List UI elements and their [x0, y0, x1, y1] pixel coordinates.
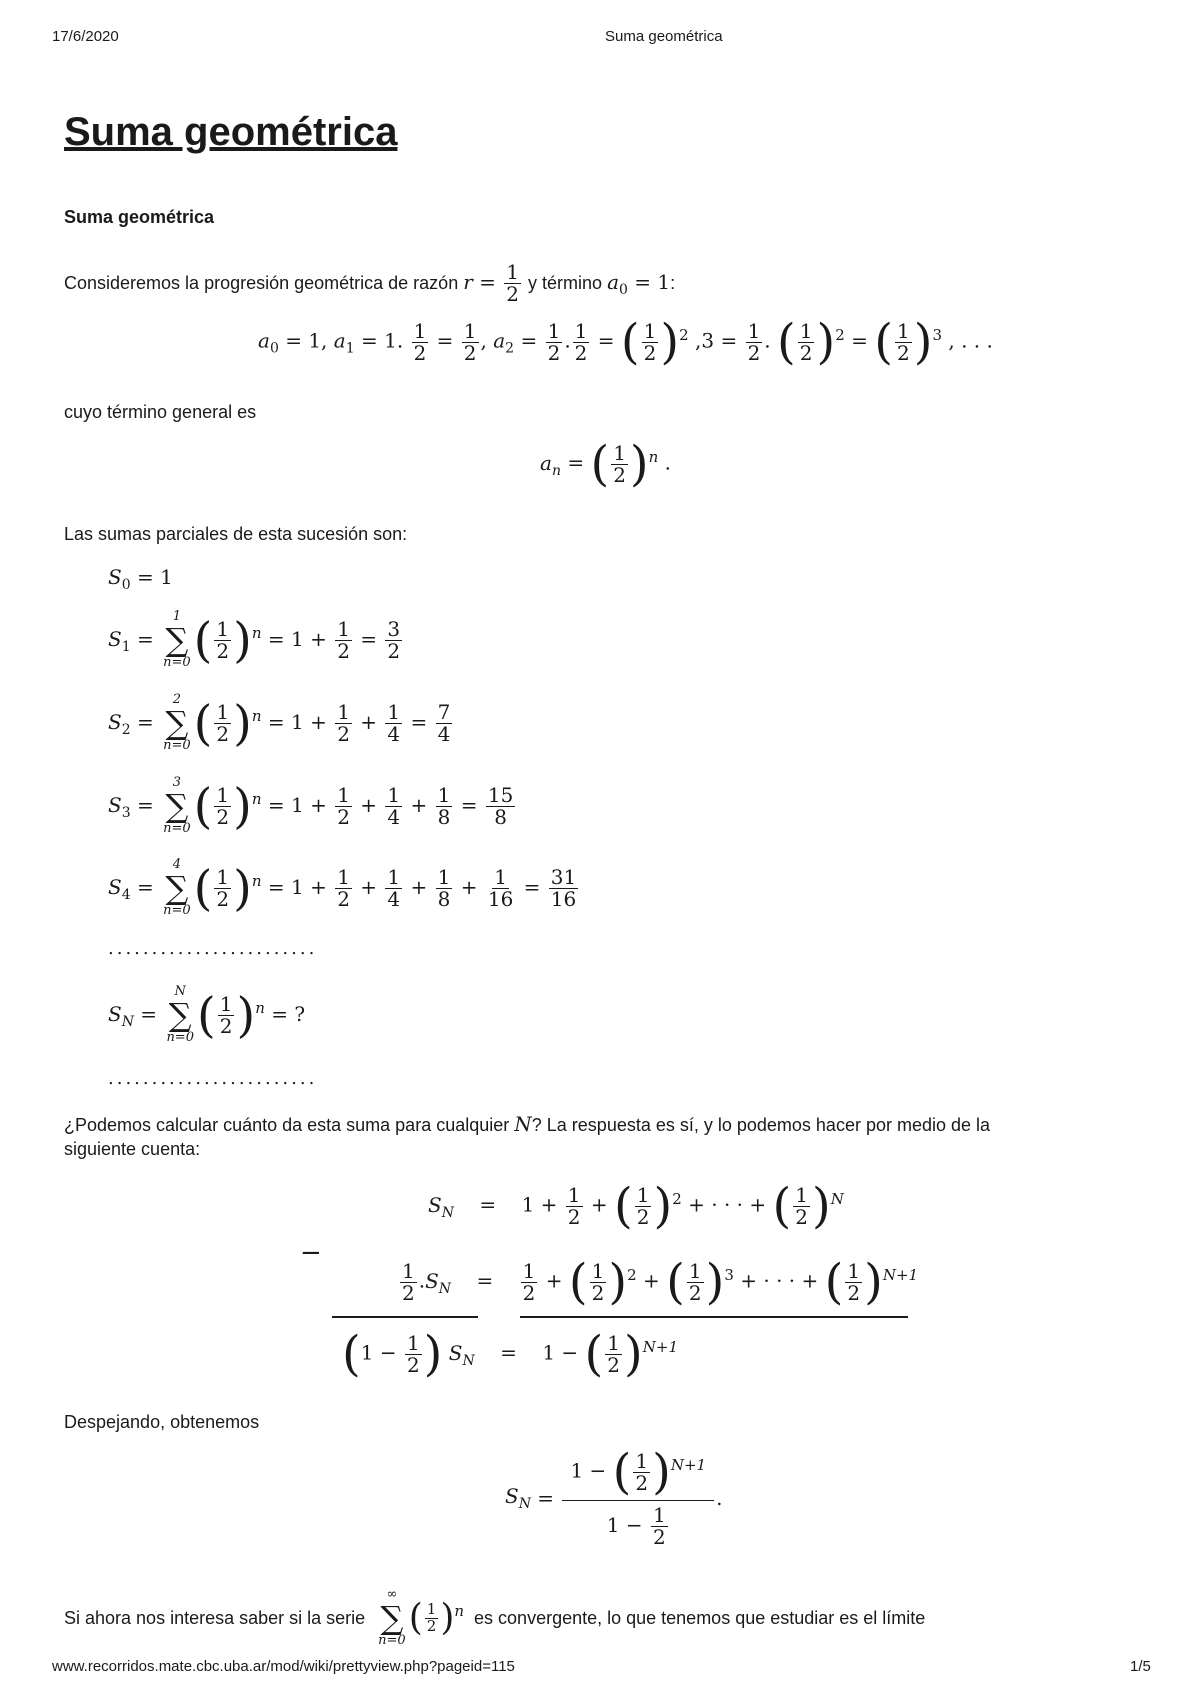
derivation-row-1: $S_N$ = 1 + $\frac{1}{2}$ + ( $\frac{1}{2}$ )$^2$ + · · · + ( $\frac{1}{2}$ )$^N$	[428, 1178, 844, 1234]
section-title: Suma geométrica	[64, 207, 215, 227]
derivation-rule-right	[520, 1316, 908, 1318]
paragraph-convergence	[64, 1588, 925, 1649]
paragraph-solving: Despejando, obtenemos	[64, 1412, 260, 1432]
paragraph-question	[64, 1112, 990, 1161]
intro-text-middle: y término	[528, 273, 603, 293]
derivation-result: (1 − $\frac{1}{2}$ ) $S_N$ = 1 − ( $\frac{1}{2}$ )$^{N+1}$	[342, 1326, 678, 1382]
closed-form-formula: $S_N$ = 1 − ( $\frac{1}{2}$ )$^{N+1}$ 1 − $\frac{1}{2}$ .	[505, 1444, 723, 1549]
question-text-line2: siguiente cuenta:	[64, 1139, 201, 1159]
ellipsis-row: ........................	[108, 1068, 318, 1089]
minus-sign: −	[300, 1238, 322, 1268]
partial-sum-s2: $S_2$ = 2 ∑ n=0 ( $\frac{1}{2}$ )$^n$ = 1 + $\frac{1}{2}$ + $\frac{1}{4}$ = $\frac{7}{4}$	[108, 692, 451, 754]
first-term-formula: $a_0 = 1$	[607, 270, 671, 298]
question-text-before: ¿Podemos calcular cuánto da esta suma para cualquier	[64, 1115, 510, 1135]
intro-text-before: Consideremos la progresión geométrica de razón	[64, 273, 459, 293]
partial-sum-s3: $S_3$ = 3 ∑ n=0 ( $\frac{1}{2}$ )$^n$ = 1 + $\frac{1}{2}$ + $\frac{1}{4}$ + $\frac{1}{8}$ = $\frac{15}{8}$	[108, 775, 514, 837]
header-title: Suma geométrica	[605, 28, 723, 45]
partial-sum-s0: $S_0 = 1$	[108, 565, 173, 593]
page-title: Suma geométrica	[64, 110, 398, 154]
header-date: 17/6/2020	[52, 28, 119, 45]
convergence-text-before: Si ahora nos interesa saber si la serie	[64, 1608, 366, 1629]
series-formula: ∞ ∑ n=0 ( $\frac{1}{2}$ )$^n$	[378, 1587, 465, 1649]
sequence-terms-formula: $a_0 = 1$, $a_1 = 1$. $\frac{1}{2}$ = $\frac{1}{2}$ , $a_2$ = $\frac{1}{2}$ . $\frac{1}{2}$ = ( $\frac{1}{2}$ )$^2$ ,3 = $\frac{1}{2}$ . ( $\frac{1}{2}$ )$^2$ = ( $\frac{1}{2}$ )$^3$ , . . .	[258, 314, 993, 370]
variable-n: N	[514, 1112, 532, 1136]
footer-page-number: 1/5	[1130, 1658, 1151, 1675]
ratio-formula: r = $\frac{1}{2}$	[463, 260, 520, 306]
derivation-row-2: $\frac{1}{2}$ $.S_N$ = $\frac{1}{2}$ + ( $\frac{1}{2}$ )$^2$ + ( $\frac{1}{2}$ )$^3$ + · · · + ( $\frac{1}{2}$ )$^{N+1}$	[402, 1254, 919, 1310]
paragraph-general-term: cuyo término general es	[64, 402, 257, 422]
paragraph-partial-sums: Las sumas parciales de esta sucesión son:	[64, 524, 408, 544]
derivation-rule-left	[332, 1316, 478, 1318]
paragraph-intro	[64, 262, 675, 305]
ellipsis-row: ........................	[108, 938, 318, 959]
general-term-formula: $a_n$ = ( $\frac{1}{2}$ )$^n$ .	[540, 436, 672, 492]
footer-url: www.recorridos.mate.cbc.uba.ar/mod/wiki/prettyview.php?pageid=115	[52, 1658, 515, 1675]
question-text-after: ? La respuesta es sí, y lo podemos hacer por medio de la	[531, 1115, 991, 1135]
partial-sum-s1: $S_1$ = 1 ∑ n=0 ( $\frac{1}{2}$ )$^n$ = 1 + $\frac{1}{2}$ = $\frac{3}{2}$	[108, 609, 401, 671]
partial-sum-sn: $S_N$ = N ∑ n=0 ( $\frac{1}{2}$ )$^n$ = ?	[108, 984, 306, 1046]
intro-text-after: :	[670, 273, 676, 293]
partial-sum-s4: $S_4$ = 4 ∑ n=0 ( $\frac{1}{2}$ )$^n$ = 1 + $\frac{1}{2}$ + $\frac{1}{4}$ + $\frac{1}{8}$ + $\frac{1}{16}$ = $\frac{31}{16}$	[108, 857, 577, 919]
convergence-text-after: es convergente, lo que tenemos que estudiar es el límite	[474, 1608, 926, 1629]
